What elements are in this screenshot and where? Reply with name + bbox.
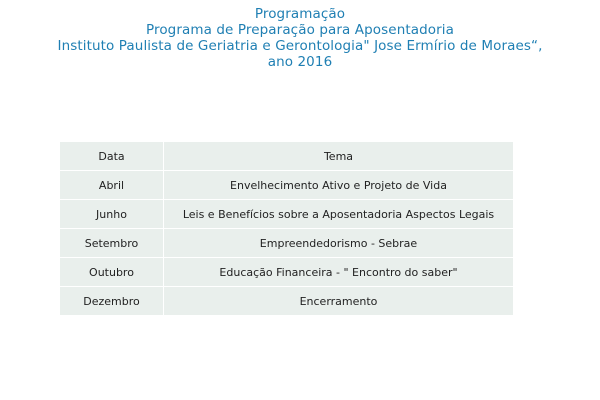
title-line-year: ano 2016 <box>267 54 333 70</box>
title-line-institute: Instituto Paulista de Geriatria e Gerontologia" Jose Ermírio de Moraes“, <box>57 38 543 54</box>
date-cell: Junho <box>60 200 164 229</box>
column-header-theme: Tema <box>164 142 514 171</box>
table-row <box>60 229 514 258</box>
document-title <box>0 6 600 70</box>
column-header-date: Data <box>60 142 164 171</box>
date-cell: Abril <box>60 171 164 200</box>
title-line-programacao: Programação <box>254 6 346 22</box>
table-header-row <box>60 142 514 171</box>
table-row <box>60 200 514 229</box>
table-row <box>60 258 514 287</box>
date-cell: Outubro <box>60 258 164 287</box>
theme-cell: Envelhecimento Ativo e Projeto de Vida <box>164 171 514 200</box>
title-line-program-name: Programa de Preparação para Aposentadoria <box>145 22 455 38</box>
date-cell: Dezembro <box>60 287 164 316</box>
table-row <box>60 287 514 316</box>
theme-cell: Encerramento <box>164 287 514 316</box>
theme-cell: Educação Financeira - " Encontro do saber" <box>164 258 514 287</box>
theme-cell: Leis e Benefícios sobre a Aposentadoria Aspectos Legais <box>164 200 514 229</box>
theme-cell: Empreendedorismo - Sebrae <box>164 229 514 258</box>
date-cell: Setembro <box>60 229 164 258</box>
schedule-table <box>59 141 514 316</box>
table-row <box>60 171 514 200</box>
